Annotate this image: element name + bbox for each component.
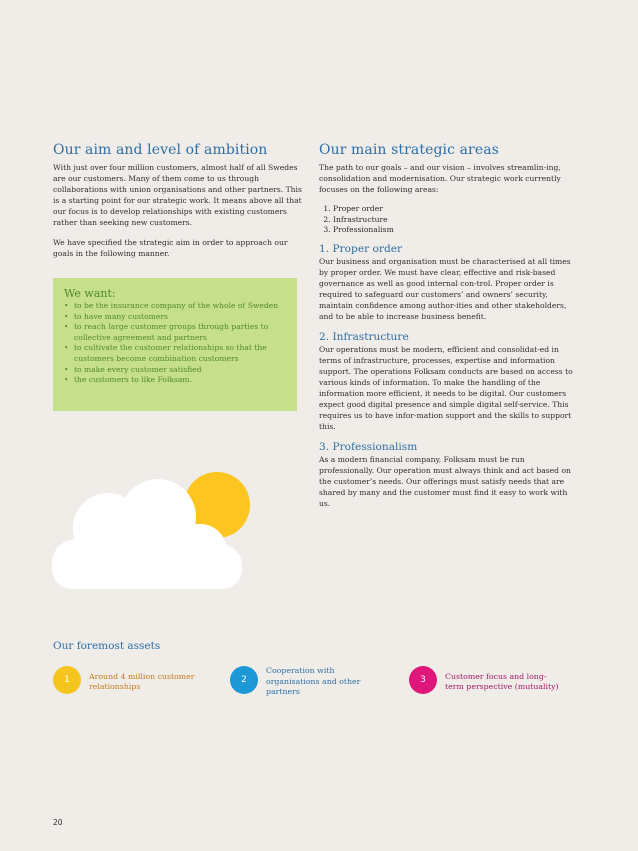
strategic-list <box>319 204 575 236</box>
aim-paragraph-2: We have specified the strategic aim in order to approach our goals in the following manner. <box>53 238 288 258</box>
we-want-title: We want: <box>64 287 116 300</box>
asset-text: Cooperation with organisations and other partners <box>266 666 361 697</box>
page-number: 20 <box>53 818 63 827</box>
strategic-list-item: 2. Infrastructure <box>333 215 575 226</box>
section-body-infrastructure: Our operations must be modern, efficient and consolidat-ed in terms of infrastructure, processes, expertise and information support. The operations Folksam conducts are based on access to various kinds of information. To make the handling of the information more efficient, it needs to be digital. Our customers expect good digital presence and simple digital self-service. This requires us to have infor-mation support and the skills to support this. <box>319 344 573 431</box>
we-want-item: • to reach large customer groups through parties to collective agreement and partners <box>64 322 289 343</box>
strategic-heading: Our main strategic areas <box>319 142 499 158</box>
asset-number-badge: 1 <box>53 666 81 694</box>
we-want-item: • to cultivate the customer relationships so that the customers become combination customers <box>64 343 289 364</box>
aim-section <box>53 142 309 268</box>
sun-cloud-illustration <box>50 465 265 590</box>
asset-text: Around 4 million customer relationships <box>89 671 195 691</box>
we-want-item: • to make every customer satisfied <box>64 365 289 376</box>
strategic-areas-section <box>319 142 575 518</box>
strategic-list-item: 3. Professionalism <box>333 225 575 236</box>
asset-number-badge: 2 <box>230 666 258 694</box>
we-want-item: • to be the insurance company of the whole of Sweden <box>64 301 289 312</box>
we-want-item: • to have many customers <box>64 312 289 323</box>
assets-title: Our foremost assets <box>53 640 161 652</box>
aim-heading: Our aim and level of ambition <box>53 142 268 158</box>
strategic-intro: The path to our goals – and our vision – involves streamlin-ing, consolidation and modernisation. Our strategic work currently focuses on the following areas: <box>319 163 561 194</box>
section-title-professionalism: 3. Professionalism <box>319 440 418 453</box>
section-title-proper-order: 1. Proper order <box>319 242 403 255</box>
asset-number-badge: 3 <box>409 666 437 694</box>
we-want-box <box>53 278 297 411</box>
section-title-infrastructure: 2. Infrastructure <box>319 330 409 343</box>
we-want-list <box>64 301 289 386</box>
asset-text: Customer focus and long-term perspective (mutuality) <box>445 671 559 691</box>
aim-paragraph-1: With just over four million customers, almost half of all Swedes are our customers. Many of them come to us through collaborations with union organisations and other partners. This is a starting point for our strategic work. It means above all that our focus is to develop relationships with existing customers rather than seeking new customers. <box>53 163 302 227</box>
section-body-professionalism: As a modern financial company, Folksam must be run professionally. Our operation must always think and act based on the customer’s needs. Our offerings must satisfy needs that are shared by many and the customer must find it easy to work with us. <box>319 454 571 508</box>
strategic-list-item: 1. Proper order <box>333 204 575 215</box>
we-want-item: • the customers to like Folksam. <box>64 375 289 386</box>
section-body-proper-order: Our business and organisation must be characterised at all times by proper order. We must have clear, effective and risk-based governance as well as good internal con-trol. Proper order is required to safeguard our customers’ and owners’ security, maintain confidence among author-ities and other stakeholders, and to be able to increase business benefit. <box>319 256 571 321</box>
